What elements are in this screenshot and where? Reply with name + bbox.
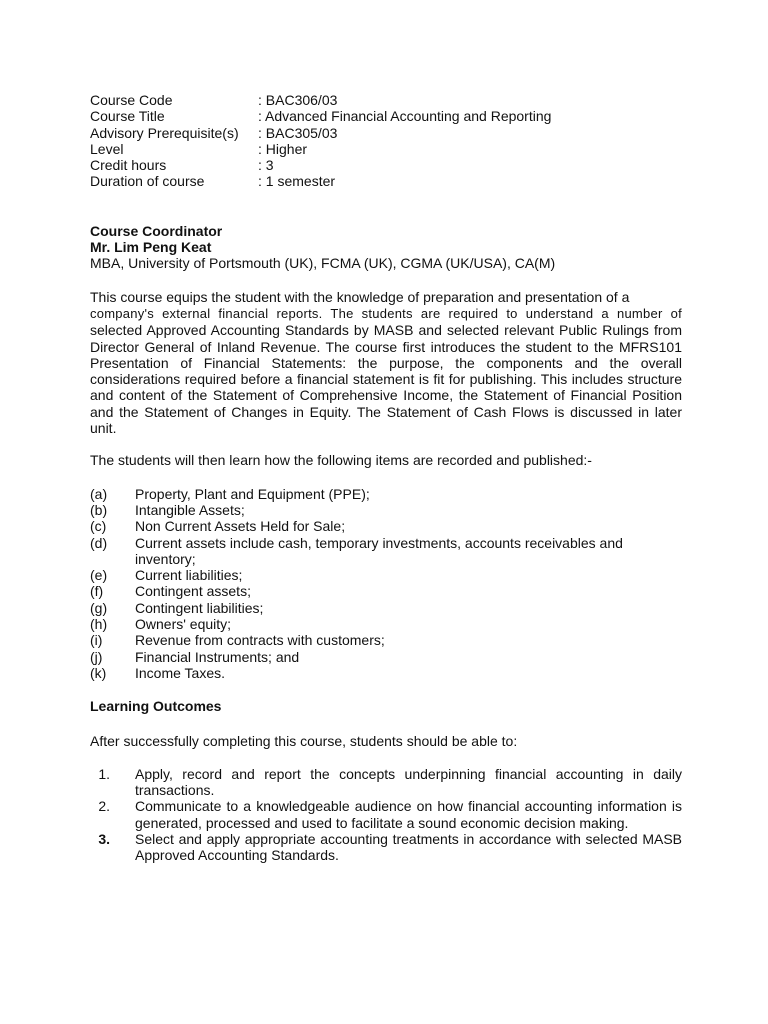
- items-intro: The students will then learn how the following items are recorded and published:-: [90, 452, 592, 469]
- info-label: Credit hours: [90, 157, 167, 174]
- coordinator-name: Mr. Lim Peng Keat: [90, 239, 212, 256]
- list-text: Income Taxes.: [135, 664, 226, 681]
- info-row-course-code: [90, 92, 682, 108]
- info-value: : 1 semester: [258, 173, 336, 190]
- outcome-text: Communicate to a knowledgeable audience on how financial accounting information is generated, processed and used to facilitate a sound economic decision making.: [135, 798, 682, 831]
- coordinator-heading: Course Coordinator: [90, 222, 223, 239]
- info-value: : BAC306/03: [258, 92, 338, 108]
- list-item: [90, 502, 682, 518]
- info-value: : 3: [258, 157, 274, 174]
- list-marker: (g): [90, 599, 108, 616]
- info-row-course-title: [90, 108, 682, 124]
- list-marker: (c): [90, 518, 107, 535]
- outcome-text: Apply, record and report the concepts underpinning financial accounting in daily transactions.: [135, 765, 682, 799]
- list-item: [90, 583, 682, 599]
- list-text: Revenue from contracts with customers;: [135, 632, 385, 649]
- list-item: [90, 567, 682, 583]
- course-coordinator-section: [90, 223, 682, 272]
- list-text: Owners' equity;: [135, 616, 232, 633]
- list-marker: (d): [90, 534, 108, 551]
- info-row-prerequisite: [90, 125, 682, 141]
- course-description: [90, 289, 682, 437]
- list-marker: (e): [90, 567, 108, 584]
- outcome-number: 3.: [98, 830, 110, 847]
- info-label: Level: [90, 140, 124, 157]
- info-label: Course Code: [90, 92, 173, 108]
- learning-outcomes-list: [90, 766, 682, 864]
- info-value: : Advanced Financial Accounting and Reporting: [258, 108, 552, 125]
- list-marker: (k): [90, 664, 107, 681]
- info-row-credit-hours: [90, 157, 682, 173]
- outcome-number: 2.: [98, 798, 110, 815]
- info-row-duration: [90, 173, 682, 189]
- list-text: Current assets include cash, temporary investments, accounts receivables and inventory;: [135, 534, 623, 567]
- list-text: Financial Instruments; and: [135, 648, 300, 665]
- list-marker: (i): [90, 632, 103, 649]
- outcome-text: Select and apply appropriate accounting treatments in accordance with selected MASB Approved Accounting Standards.: [135, 830, 682, 864]
- list-item: [90, 535, 682, 568]
- list-text: Contingent assets;: [135, 583, 251, 600]
- list-item: [98, 830, 682, 864]
- list-text: Non Current Assets Held for Sale;: [135, 518, 346, 535]
- info-row-level: [90, 141, 682, 157]
- learning-outcomes-heading: Learning Outcomes: [90, 698, 222, 715]
- list-item: [90, 616, 682, 632]
- list-item: [90, 486, 682, 502]
- list-marker: (f): [90, 583, 104, 600]
- list-text: Current liabilities;: [135, 567, 243, 584]
- list-item: [90, 518, 682, 534]
- list-text: Intangible Assets;: [135, 501, 245, 518]
- info-value: : Higher: [258, 140, 308, 157]
- coordinator-qualifications: MBA, University of Portsmouth (UK), FCMA (UK), CGMA (UK/USA), CA(M): [90, 255, 556, 272]
- info-label: Duration of course: [90, 173, 205, 190]
- list-marker: (h): [90, 616, 108, 633]
- description-line-2: company's external financial reports. The students are required to understand a number of: [90, 305, 682, 321]
- list-marker: (j): [90, 648, 103, 665]
- list-item: [90, 649, 682, 665]
- list-item: [90, 632, 682, 648]
- description-rest: selected Approved Accounting Standards by MASB and selected relevant Public Rulings from Director General of Inland Revenue. The course first introduces the student to the MFRS101 Presentation of Financial Statements: the purpose, the components and the overall considerations required before a financial statement is fit for publishing. This includes structure and content of the Statement of Comprehensive Income, the Statement of Financial Position and the Statement of Changes in Equity. The Statement of Cash Flows is discussed in later unit.: [90, 322, 682, 437]
- description-line-1: This course equips the student with the knowledge of preparation and presentation of a: [90, 288, 630, 305]
- info-value: : BAC305/03: [258, 124, 338, 141]
- list-text: Contingent liabilities;: [135, 599, 264, 616]
- list-marker: (b): [90, 501, 108, 518]
- course-info-table: [90, 92, 682, 190]
- items-list: [90, 486, 682, 682]
- list-item: [90, 600, 682, 616]
- info-label: Course Title: [90, 108, 165, 125]
- info-label: Advisory Prerequisite(s): [90, 124, 239, 141]
- list-item: [98, 765, 682, 799]
- list-item: [98, 798, 682, 831]
- list-marker: (a): [90, 485, 108, 502]
- learning-outcomes-intro: After successfully completing this course, students should be able to:: [90, 732, 518, 749]
- document-page: [90, 92, 682, 864]
- list-text: Property, Plant and Equipment (PPE);: [135, 485, 370, 502]
- list-item: [90, 665, 682, 681]
- outcome-number: 1.: [98, 765, 110, 782]
